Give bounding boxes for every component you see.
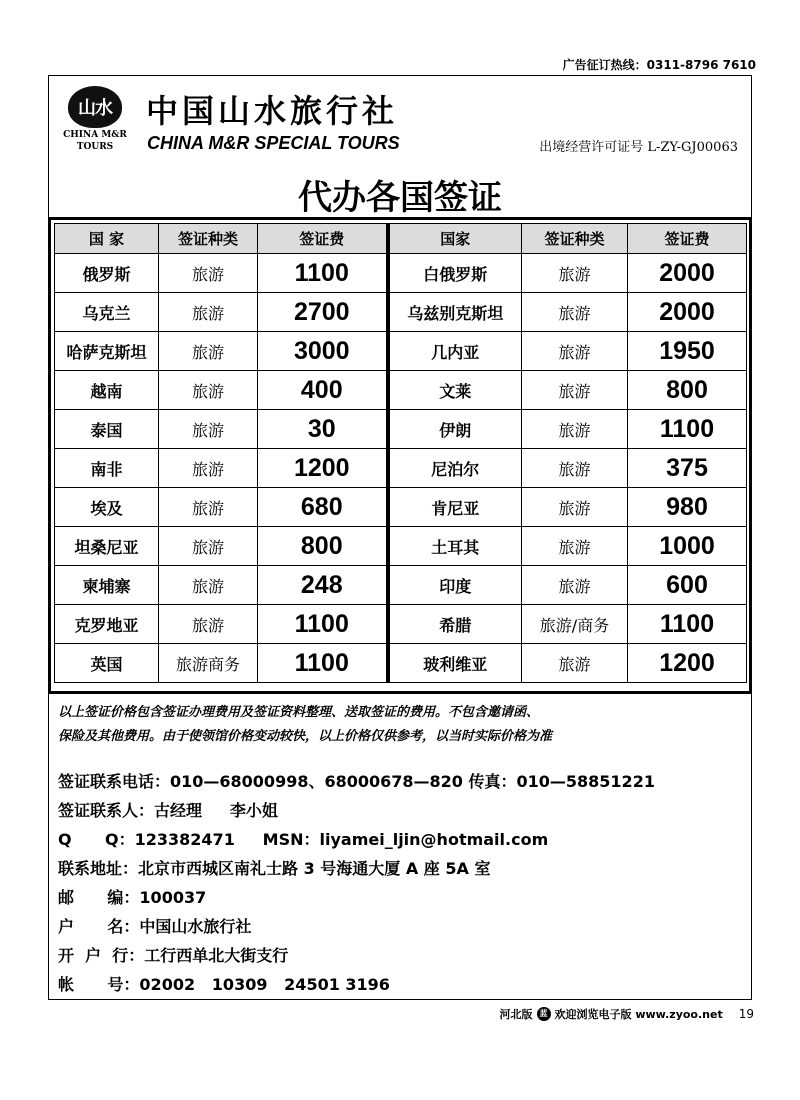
cell-visa-type-2: 旅游 xyxy=(522,449,628,488)
table-row xyxy=(55,488,747,527)
cell-visa-fee-2: 600 xyxy=(628,566,747,605)
ad-hotline: 广告征订热线：0311-8796 7610 xyxy=(562,58,756,72)
cell-visa-type: 旅游 xyxy=(159,371,258,410)
cell-country: 柬埔寨 xyxy=(55,566,159,605)
footer-slogan: 欢迎浏览电子版 www.zyoo.net xyxy=(554,1008,723,1021)
logo-line-1: CHINA M&R xyxy=(63,130,127,140)
cell-country-2: 伊朗 xyxy=(388,410,522,449)
page-title: 代办各国签证 xyxy=(298,178,502,218)
cell-visa-fee: 1100 xyxy=(258,254,388,293)
cell-visa-type: 旅游 xyxy=(159,332,258,371)
cell-visa-fee: 1100 xyxy=(258,605,388,644)
price-note-line-2: 保险及其他费用。由于使领馆价格变动较快，以上价格仅供参考，以当时实际价格为准 xyxy=(58,729,553,744)
cell-country: 英国 xyxy=(55,644,159,683)
cell-visa-type-2: 旅游 xyxy=(522,410,628,449)
header-visa-fee-2: 签证费 xyxy=(628,224,747,254)
contact-person: 签证联系人：古经理 李小姐 xyxy=(58,801,278,820)
cell-visa-type: 旅游 xyxy=(159,566,258,605)
cell-visa-fee: 3000 xyxy=(258,332,388,371)
cell-visa-fee-2: 2000 xyxy=(628,254,747,293)
cell-visa-type: 旅游商务 xyxy=(159,644,258,683)
cell-country: 哈萨克斯坦 xyxy=(55,332,159,371)
contact-address: 联系地址：北京市西城区南礼士路 3 号海通大厦 A 座 5A 室 xyxy=(58,859,491,878)
cell-visa-type: 旅游 xyxy=(159,488,258,527)
contact-postcode: 邮 编：100037 xyxy=(58,888,207,907)
cell-country-2: 几内亚 xyxy=(388,332,522,371)
contact-phone: 签证联系电话：010—68000998、68000678—820 传真：010—58851221 xyxy=(58,772,655,791)
price-note-line-1: 以上签证价格包含签证办理费用及签证资料整理、送取签证的费用。不包含邀请函、 xyxy=(58,705,540,720)
cell-visa-type: 旅游 xyxy=(159,449,258,488)
header-visa-type-2: 签证种类 xyxy=(522,224,628,254)
cell-country-2: 尼泊尔 xyxy=(388,449,522,488)
header-country-2: 国家 xyxy=(388,224,522,254)
cell-visa-fee-2: 980 xyxy=(628,488,747,527)
cell-country-2: 希腊 xyxy=(388,605,522,644)
cell-visa-fee-2: 1100 xyxy=(628,605,747,644)
cell-visa-fee: 680 xyxy=(258,488,388,527)
license-number: 出境经营许可证号 L-ZY-GJ00063 xyxy=(539,140,738,155)
company-name-en: CHINA M&R SPECIAL TOURS xyxy=(147,133,400,153)
cell-visa-fee: 30 xyxy=(258,410,388,449)
page-number: 19 xyxy=(738,1007,754,1021)
logo-line-2: TOURS xyxy=(76,142,114,152)
cell-visa-fee-2: 1950 xyxy=(628,332,747,371)
table-row xyxy=(55,605,747,644)
cell-country: 南非 xyxy=(55,449,159,488)
cell-country: 泰国 xyxy=(55,410,159,449)
cell-visa-fee: 1200 xyxy=(258,449,388,488)
cell-country: 俄罗斯 xyxy=(55,254,159,293)
table-row xyxy=(55,566,747,605)
cell-visa-fee: 800 xyxy=(258,527,388,566)
cell-visa-type-2: 旅游 xyxy=(522,371,628,410)
header-visa-fee: 签证费 xyxy=(258,224,388,254)
cell-country: 乌克兰 xyxy=(55,293,159,332)
cell-country: 埃及 xyxy=(55,488,159,527)
cell-country-2: 白俄罗斯 xyxy=(388,254,522,293)
cell-visa-type: 旅游 xyxy=(159,527,258,566)
company-logo xyxy=(62,86,128,152)
table-row xyxy=(55,644,747,683)
cell-visa-type-2: 旅游/商务 xyxy=(522,605,628,644)
page-footer xyxy=(500,1006,755,1022)
table-row xyxy=(55,371,747,410)
cell-country-2: 土耳其 xyxy=(388,527,522,566)
visa-fee-table xyxy=(54,223,747,683)
company-name-cn: 中国山水旅行社 xyxy=(146,92,399,130)
cell-country: 克罗地亚 xyxy=(55,605,159,644)
cell-visa-type-2: 旅游 xyxy=(522,254,628,293)
cell-visa-type-2: 旅游 xyxy=(522,488,628,527)
cell-visa-type-2: 旅游 xyxy=(522,293,628,332)
edition-badge-icon: 蓝 xyxy=(537,1007,551,1021)
cell-visa-type: 旅游 xyxy=(159,605,258,644)
cell-visa-fee: 248 xyxy=(258,566,388,605)
cell-visa-fee-2: 800 xyxy=(628,371,747,410)
cell-visa-fee-2: 1200 xyxy=(628,644,747,683)
cell-country-2: 玻利维亚 xyxy=(388,644,522,683)
bank-branch: 开 户 行：工行西单北大街支行 xyxy=(58,946,289,965)
cell-visa-fee-2: 1000 xyxy=(628,527,747,566)
table-row xyxy=(55,449,747,488)
account-name: 户 名：中国山水旅行社 xyxy=(58,917,252,936)
cell-visa-type: 旅游 xyxy=(159,293,258,332)
cell-visa-type-2: 旅游 xyxy=(522,644,628,683)
cell-visa-fee: 400 xyxy=(258,371,388,410)
table-row xyxy=(55,527,747,566)
cell-visa-type-2: 旅游 xyxy=(522,566,628,605)
edition-label: 河北版 xyxy=(499,1008,533,1021)
cell-visa-type-2: 旅游 xyxy=(522,527,628,566)
cell-visa-type-2: 旅游 xyxy=(522,332,628,371)
cell-visa-fee-2: 1100 xyxy=(628,410,747,449)
cell-visa-type: 旅游 xyxy=(159,410,258,449)
logo-mark: 山水 xyxy=(68,86,122,128)
cell-country-2: 文莱 xyxy=(388,371,522,410)
cell-visa-fee: 1100 xyxy=(258,644,388,683)
table-row xyxy=(55,332,747,371)
cell-visa-type: 旅游 xyxy=(159,254,258,293)
cell-country-2: 印度 xyxy=(388,566,522,605)
header-visa-type: 签证种类 xyxy=(159,224,258,254)
cell-country: 坦桑尼亚 xyxy=(55,527,159,566)
cell-country-2: 乌兹别克斯坦 xyxy=(388,293,522,332)
account-number: 帐 号：02002 10309 24501 3196 xyxy=(58,975,390,994)
table-row xyxy=(55,410,747,449)
cell-visa-fee-2: 375 xyxy=(628,449,747,488)
contact-qq-msn: Q Q：123382471 MSN：liyamei_ljin@hotmail.com xyxy=(58,830,549,849)
cell-visa-fee: 2700 xyxy=(258,293,388,332)
table-header-row xyxy=(55,224,747,254)
table-row xyxy=(55,293,747,332)
table-row xyxy=(55,254,747,293)
cell-country-2: 肯尼亚 xyxy=(388,488,522,527)
header-country: 国 家 xyxy=(55,224,159,254)
cell-country: 越南 xyxy=(55,371,159,410)
cell-visa-fee-2: 2000 xyxy=(628,293,747,332)
